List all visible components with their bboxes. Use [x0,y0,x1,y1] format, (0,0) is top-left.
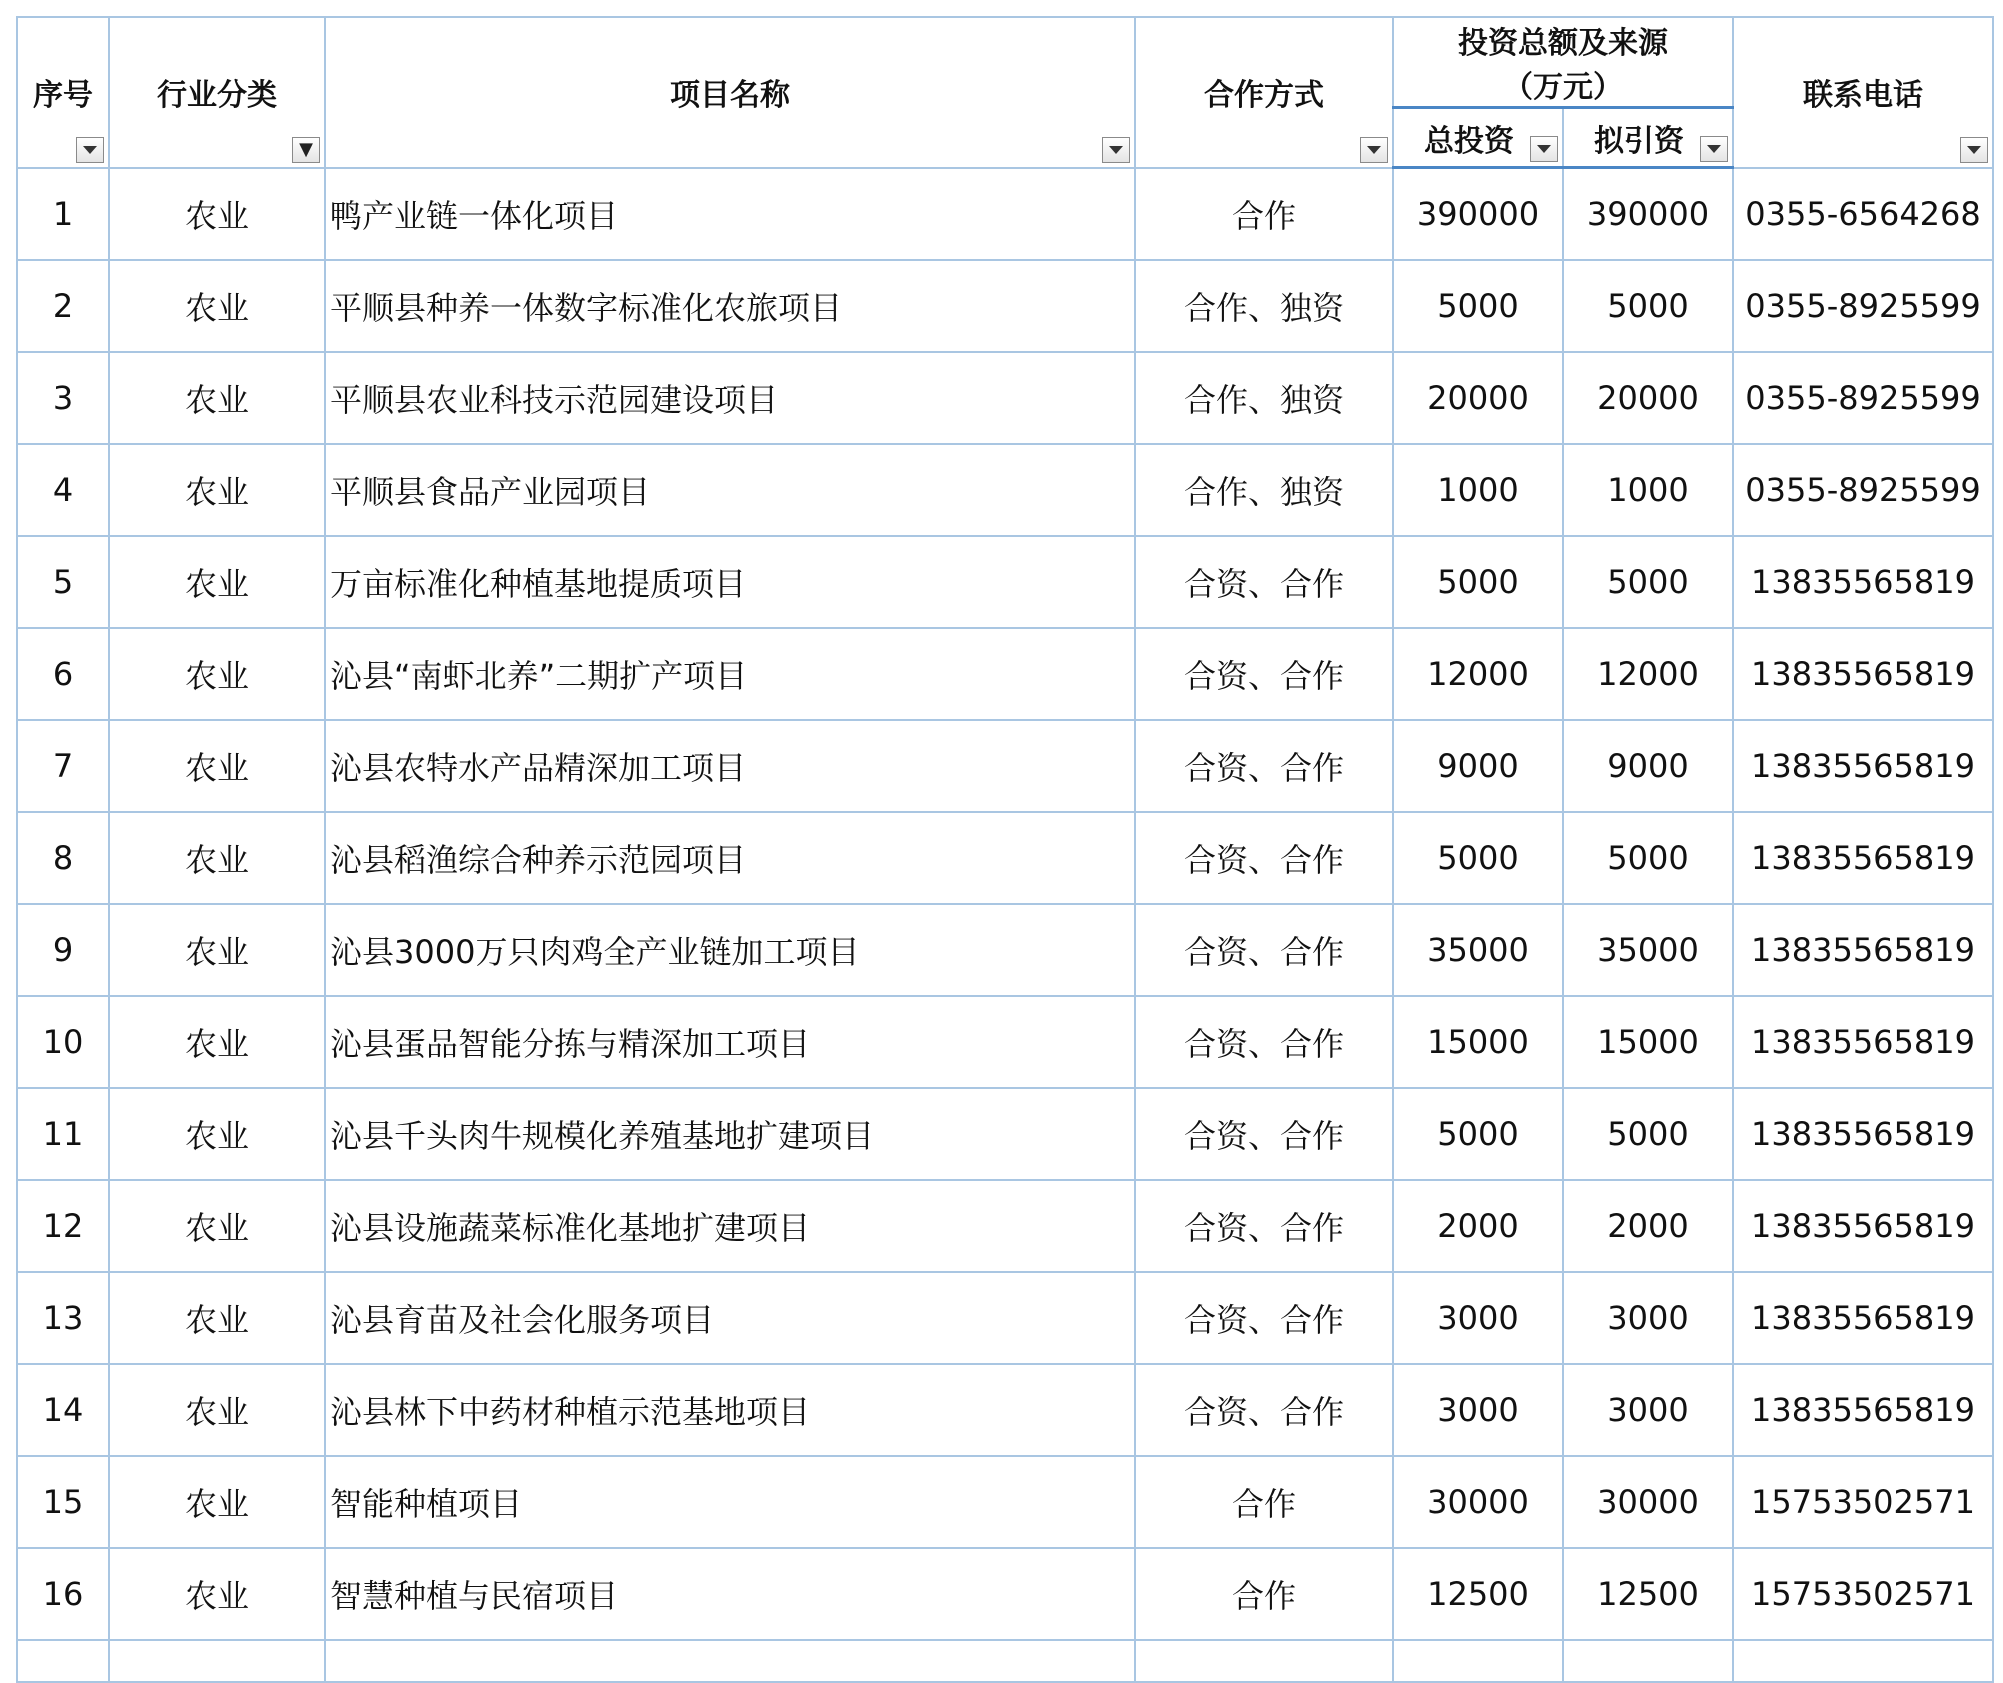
cell-industry[interactable]: 农业 [109,628,325,720]
cell-phone[interactable]: 13835565819 [1733,1180,1993,1272]
cell-project[interactable]: 智慧种植与民宿项目 [325,1548,1135,1640]
table-row [17,1272,1993,1364]
cell-mode[interactable]: 合资、合作 [1135,536,1393,628]
cell-total[interactable]: 12000 [1393,628,1563,720]
header-mode-label: 合作方式 [1204,78,1324,114]
cell-mode[interactable]: 合资、合作 [1135,1180,1393,1272]
empty-cell[interactable] [17,1640,109,1682]
filter-button-mode[interactable] [1360,137,1388,163]
table-header [17,17,1993,168]
empty-cell[interactable] [1733,1640,1993,1682]
cell-project[interactable]: 平顺县食品产业园项目 [325,444,1135,536]
cell-total[interactable]: 5000 [1393,812,1563,904]
cell-seq[interactable]: 16 [17,1548,109,1640]
cell-mode[interactable]: 合资、合作 [1135,996,1393,1088]
cell-attract[interactable]: 5000 [1563,812,1733,904]
cell-mode[interactable]: 合资、合作 [1135,1364,1393,1456]
cell-seq[interactable]: 9 [17,904,109,996]
empty-cell[interactable] [325,1640,1135,1682]
cell-project[interactable]: 沁县稻渔综合种养示范园项目 [325,812,1135,904]
cell-phone[interactable]: 13835565819 [1733,996,1993,1088]
cell-phone[interactable]: 0355-8925599 [1733,260,1993,352]
cell-seq[interactable]: 10 [17,996,109,1088]
header-total-label: 总投资 [1424,123,1514,159]
table-row [17,1180,1993,1272]
table-row [17,1548,1993,1640]
header-attract-label: 拟引资 [1594,123,1684,159]
cell-project[interactable]: 智能种植项目 [325,1456,1135,1548]
header-total [1393,108,1563,168]
table-row [17,168,1993,261]
cell-mode[interactable]: 合资、合作 [1135,904,1393,996]
header-seq-label: 序号 [33,78,93,114]
cell-seq[interactable]: 5 [17,536,109,628]
cell-mode[interactable]: 合作、独资 [1135,352,1393,444]
cell-total[interactable]: 1000 [1393,444,1563,536]
cell-phone[interactable]: 15753502571 [1733,1456,1993,1548]
dropdown-arrow-icon [1109,146,1123,154]
cell-project[interactable]: 沁县育苗及社会化服务项目 [325,1272,1135,1364]
header-phone [1733,17,1993,168]
dropdown-arrow-icon [1707,145,1721,153]
cell-phone[interactable]: 13835565819 [1733,1364,1993,1456]
cell-attract[interactable]: 5000 [1563,1088,1733,1180]
cell-total[interactable]: 390000 [1393,168,1563,261]
cell-mode[interactable]: 合资、合作 [1135,812,1393,904]
empty-cell[interactable] [1135,1640,1393,1682]
cell-seq[interactable]: 12 [17,1180,109,1272]
cell-industry[interactable]: 农业 [109,1180,325,1272]
header-industry [109,17,325,168]
header-project-label: 项目名称 [670,78,790,114]
cell-attract[interactable]: 5000 [1563,536,1733,628]
cell-phone[interactable]: 13835565819 [1733,904,1993,996]
cell-project[interactable]: 沁县蛋品智能分拣与精深加工项目 [325,996,1135,1088]
cell-seq[interactable]: 3 [17,352,109,444]
cell-industry[interactable]: 农业 [109,720,325,812]
cell-mode[interactable]: 合作 [1135,1548,1393,1640]
cell-attract[interactable]: 3000 [1563,1272,1733,1364]
cell-phone[interactable]: 13835565819 [1733,1272,1993,1364]
cell-industry[interactable]: 农业 [109,1088,325,1180]
filter-button-project[interactable] [1102,137,1130,163]
empty-cell[interactable] [1393,1640,1563,1682]
cell-seq[interactable]: 11 [17,1088,109,1180]
cell-total[interactable]: 12500 [1393,1548,1563,1640]
cell-mode[interactable]: 合作 [1135,168,1393,261]
cell-seq[interactable]: 15 [17,1456,109,1548]
cell-total[interactable]: 15000 [1393,996,1563,1088]
cell-phone[interactable]: 15753502571 [1733,1548,1993,1640]
filter-button-seq[interactable] [76,137,104,163]
cell-attract[interactable]: 5000 [1563,260,1733,352]
filter-button-attract[interactable] [1700,136,1728,162]
cell-project[interactable]: 沁县农特水产品精深加工项目 [325,720,1135,812]
cell-total[interactable]: 20000 [1393,352,1563,444]
table-row [17,260,1993,352]
cell-attract[interactable]: 30000 [1563,1456,1733,1548]
table-row [17,628,1993,720]
cell-industry[interactable]: 农业 [109,260,325,352]
cell-project[interactable]: 沁县设施蔬菜标准化基地扩建项目 [325,1180,1135,1272]
cell-attract[interactable]: 15000 [1563,996,1733,1088]
cell-mode[interactable]: 合资、合作 [1135,1272,1393,1364]
cell-total[interactable]: 5000 [1393,1088,1563,1180]
cell-phone[interactable]: 13835565819 [1733,628,1993,720]
header-investment-group [1393,17,1733,108]
cell-industry[interactable]: 农业 [109,1364,325,1456]
cell-seq[interactable]: 1 [17,168,109,261]
header-investment-line2: （万元） [1503,70,1623,105]
empty-cell[interactable] [1563,1640,1733,1682]
cell-project[interactable]: 鸭产业链一体化项目 [325,168,1135,261]
cell-mode[interactable]: 合作 [1135,1456,1393,1548]
cell-attract[interactable]: 2000 [1563,1180,1733,1272]
filter-button-total[interactable] [1530,136,1558,162]
cell-total[interactable]: 35000 [1393,904,1563,996]
cell-attract[interactable]: 12000 [1563,628,1733,720]
cell-industry[interactable]: 农业 [109,812,325,904]
cell-total[interactable]: 5000 [1393,536,1563,628]
cell-total[interactable]: 3000 [1393,1364,1563,1456]
cell-seq[interactable]: 2 [17,260,109,352]
cell-industry[interactable]: 农业 [109,1272,325,1364]
cell-phone[interactable]: 0355-8925599 [1733,444,1993,536]
filter-button-industry[interactable] [292,137,320,163]
header-attract [1563,108,1733,168]
cell-mode[interactable]: 合资、合作 [1135,628,1393,720]
project-table [16,16,1994,1683]
cell-total[interactable]: 5000 [1393,260,1563,352]
table-row-empty [17,1640,1993,1682]
cell-industry[interactable]: 农业 [109,444,325,536]
header-phone-label: 联系电话 [1803,78,1923,114]
cell-seq[interactable]: 4 [17,444,109,536]
filter-button-phone[interactable] [1960,137,1988,163]
cell-attract[interactable]: 1000 [1563,444,1733,536]
cell-total[interactable]: 2000 [1393,1180,1563,1272]
cell-phone[interactable]: 13835565819 [1733,720,1993,812]
cell-attract[interactable]: 390000 [1563,168,1733,261]
cell-seq[interactable]: 8 [17,812,109,904]
cell-industry[interactable]: 农业 [109,904,325,996]
dropdown-arrow-icon [1367,146,1381,154]
cell-project[interactable]: 沁县林下中药材种植示范基地项目 [325,1364,1135,1456]
cell-project[interactable]: 万亩标准化种植基地提质项目 [325,536,1135,628]
header-mode [1135,17,1393,168]
cell-project[interactable]: 沁县千头肉牛规模化养殖基地扩建项目 [325,1088,1135,1180]
table-row [17,720,1993,812]
cell-mode[interactable]: 合作、独资 [1135,260,1393,352]
empty-cell[interactable] [109,1640,325,1682]
cell-industry[interactable]: 农业 [109,352,325,444]
cell-mode[interactable]: 合资、合作 [1135,1088,1393,1180]
header-investment-line1: 投资总额及来源 [1458,26,1668,61]
cell-industry[interactable]: 农业 [109,168,325,261]
table-row [17,904,1993,996]
cell-industry[interactable]: 农业 [109,536,325,628]
cell-phone[interactable]: 0355-8925599 [1733,352,1993,444]
cell-project[interactable]: 平顺县种养一体数字标准化农旅项目 [325,260,1135,352]
cell-mode[interactable]: 合作、独资 [1135,444,1393,536]
header-industry-label: 行业分类 [157,78,277,114]
cell-project[interactable]: 沁县“南虾北养”二期扩产项目 [325,628,1135,720]
cell-attract[interactable]: 20000 [1563,352,1733,444]
cell-attract[interactable]: 9000 [1563,720,1733,812]
table-row [17,996,1993,1088]
table-row [17,444,1993,536]
cell-phone[interactable]: 13835565819 [1733,1088,1993,1180]
cell-seq[interactable]: 13 [17,1272,109,1364]
cell-attract[interactable]: 35000 [1563,904,1733,996]
funnel-filter-icon: ▼ [299,138,313,160]
table-row [17,812,1993,904]
cell-project[interactable]: 沁县3000万只肉鸡全产业链加工项目 [325,904,1135,996]
header-project [325,17,1135,168]
cell-total[interactable]: 9000 [1393,720,1563,812]
dropdown-arrow-icon [83,146,97,154]
dropdown-arrow-icon [1967,146,1981,154]
cell-industry[interactable]: 农业 [109,1456,325,1548]
dropdown-arrow-icon [1537,145,1551,153]
cell-industry[interactable]: 农业 [109,996,325,1088]
cell-project[interactable]: 平顺县农业科技示范园建设项目 [325,352,1135,444]
cell-attract[interactable]: 3000 [1563,1364,1733,1456]
cell-seq[interactable]: 14 [17,1364,109,1456]
table-row [17,1456,1993,1548]
table-row [17,1088,1993,1180]
header-seq [17,17,109,168]
table-body [17,168,1993,1683]
table-row [17,536,1993,628]
cell-mode[interactable]: 合资、合作 [1135,720,1393,812]
table-row [17,352,1993,444]
cell-total[interactable]: 3000 [1393,1272,1563,1364]
cell-phone[interactable]: 13835565819 [1733,536,1993,628]
table-row [17,1364,1993,1456]
cell-phone[interactable]: 13835565819 [1733,812,1993,904]
cell-seq[interactable]: 6 [17,628,109,720]
cell-industry[interactable]: 农业 [109,1548,325,1640]
cell-total[interactable]: 30000 [1393,1456,1563,1548]
cell-seq[interactable]: 7 [17,720,109,812]
cell-attract[interactable]: 12500 [1563,1548,1733,1640]
cell-phone[interactable]: 0355-6564268 [1733,168,1993,261]
